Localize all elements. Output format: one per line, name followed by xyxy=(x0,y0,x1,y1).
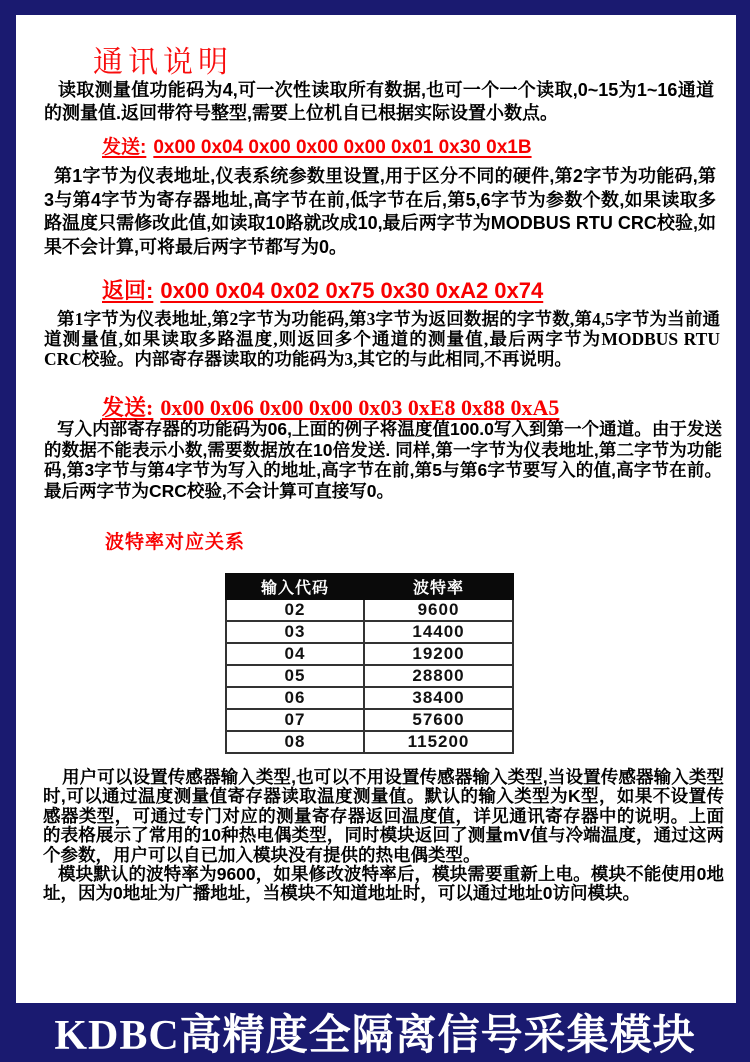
input-code-cell: 08 xyxy=(226,731,364,753)
baud-rate-cell: 57600 xyxy=(364,709,513,731)
baud-rate-cell: 115200 xyxy=(364,731,513,753)
send-command-2-description: 写入内部寄存器的功能码为06,上面的例子将温度值100.0写入到第一个通道。由于发送的数据不能表示小数,需要数据放在10倍发送. 同样,第一字节为仪表地址,第二字节为功能码,第3字节与第4字节为写入的地址,高字节在前,第5与第6字节要写入的值,高字节在前。最后两字节为CRC校验,不会计算可直接写0。 xyxy=(44,419,722,501)
send-command-2-bytes: 0x00 0x06 0x00 0x00 0x03 0xE8 0x88 0xA5 xyxy=(160,395,560,420)
send-command-1-bytes: 0x00 0x04 0x00 0x00 0x00 0x01 0x30 0x1B xyxy=(153,137,532,158)
return-command-description: 第1字节为仪表地址,第2字节为功能码,第3字节为返回数据的字节数,第4,5字节为当前通道测量值,如果读取多路温度,则返回多个通道的测量值,最后两字节为MODBUS RTU CRC校验。内部寄存器读取的功能码为3,其它的与此相同,不再说明。 xyxy=(44,309,720,369)
return-command-label: 返回: xyxy=(102,278,154,303)
input-code-cell: 04 xyxy=(226,643,364,665)
table-row xyxy=(226,665,513,687)
table-row xyxy=(226,709,513,731)
send-command-2 xyxy=(102,391,559,422)
table-header-baud-rate: 波特率 xyxy=(364,574,513,599)
footer-banner xyxy=(0,1003,750,1060)
send-command-1 xyxy=(102,132,532,159)
table-row xyxy=(226,731,513,753)
baud-rate-cell: 9600 xyxy=(364,599,513,621)
send-command-2-label: 发送: xyxy=(102,395,154,420)
input-code-cell: 05 xyxy=(226,665,364,687)
baud-rate-cell: 38400 xyxy=(364,687,513,709)
page-title: 通讯说明 xyxy=(93,46,233,79)
return-command-bytes: 0x00 0x04 0x02 0x75 0x30 0xA2 0x74 xyxy=(160,278,544,303)
baud-rate-cell: 28800 xyxy=(364,665,513,687)
input-code-cell: 06 xyxy=(226,687,364,709)
input-code-cell: 02 xyxy=(226,599,364,621)
table-row xyxy=(226,643,513,665)
intro-paragraph: 读取测量值功能码为4,可一次性读取所有数据,也可一个一个读取,0~15为1~16通道的测量值.返回带符号整型,需要上位机自已根据实际设置小数点。 xyxy=(44,80,714,123)
input-code-cell: 07 xyxy=(226,709,364,731)
table-header-input-code: 输入代码 xyxy=(226,574,364,599)
table-row xyxy=(226,687,513,709)
send-command-1-label: 发送: xyxy=(102,137,147,158)
table-row xyxy=(226,599,513,621)
send-command-1-description: 第1字节为仪表地址,仪表系统参数里设置,用于区分不同的硬件,第2字节为功能码,第3与第4字节为寄存器地址,高字节在前,低字节在后,第5,6字节为参数个数,如果读取多路温度只需修改此值,如读取10路就改成10,最后两字节为MODBUS RTU CRC校验,如果不会计算,可将最后两字节都写为0。 xyxy=(44,166,716,257)
table-header-row xyxy=(226,574,513,599)
baud-rate-cell: 19200 xyxy=(364,643,513,665)
notes-paragraph-2: 模块默认的波特率为9600，如果修改波特率后，模块需要重新上电。模块不能使用0地址，因为0地址为广播地址，当模块不知道地址时，可以通过地址0访问模块。 xyxy=(43,864,724,904)
footer-title: KDBC高精度全隔离信号采集模块 xyxy=(54,1012,696,1059)
input-code-cell: 03 xyxy=(226,621,364,643)
notes-paragraph-1: 用户可以设置传感器输入类型,也可以不用设置传感器输入类型,当设置传感器输入类型时,可以通过温度测量值寄存器读取温度测量值。默认的输入类型为K型，如果不设置传感器类型，可通过专门对应的测量寄存器返回温度值，详见通讯寄存器中的说明。上面的表格展示了常用的10种热电偶类型，同时模块返回了测量mV值与冷端温度，通过这两个参数，用户可以自已加入模块没有提供的热电偶类型。 xyxy=(43,767,724,865)
baud-rate-heading: 波特率对应关系 xyxy=(105,532,246,553)
document-page xyxy=(16,15,736,1003)
return-command xyxy=(102,274,543,305)
notes-block xyxy=(43,768,724,904)
baud-rate-cell: 14400 xyxy=(364,621,513,643)
table-row xyxy=(226,621,513,643)
baud-rate-table xyxy=(225,573,514,754)
